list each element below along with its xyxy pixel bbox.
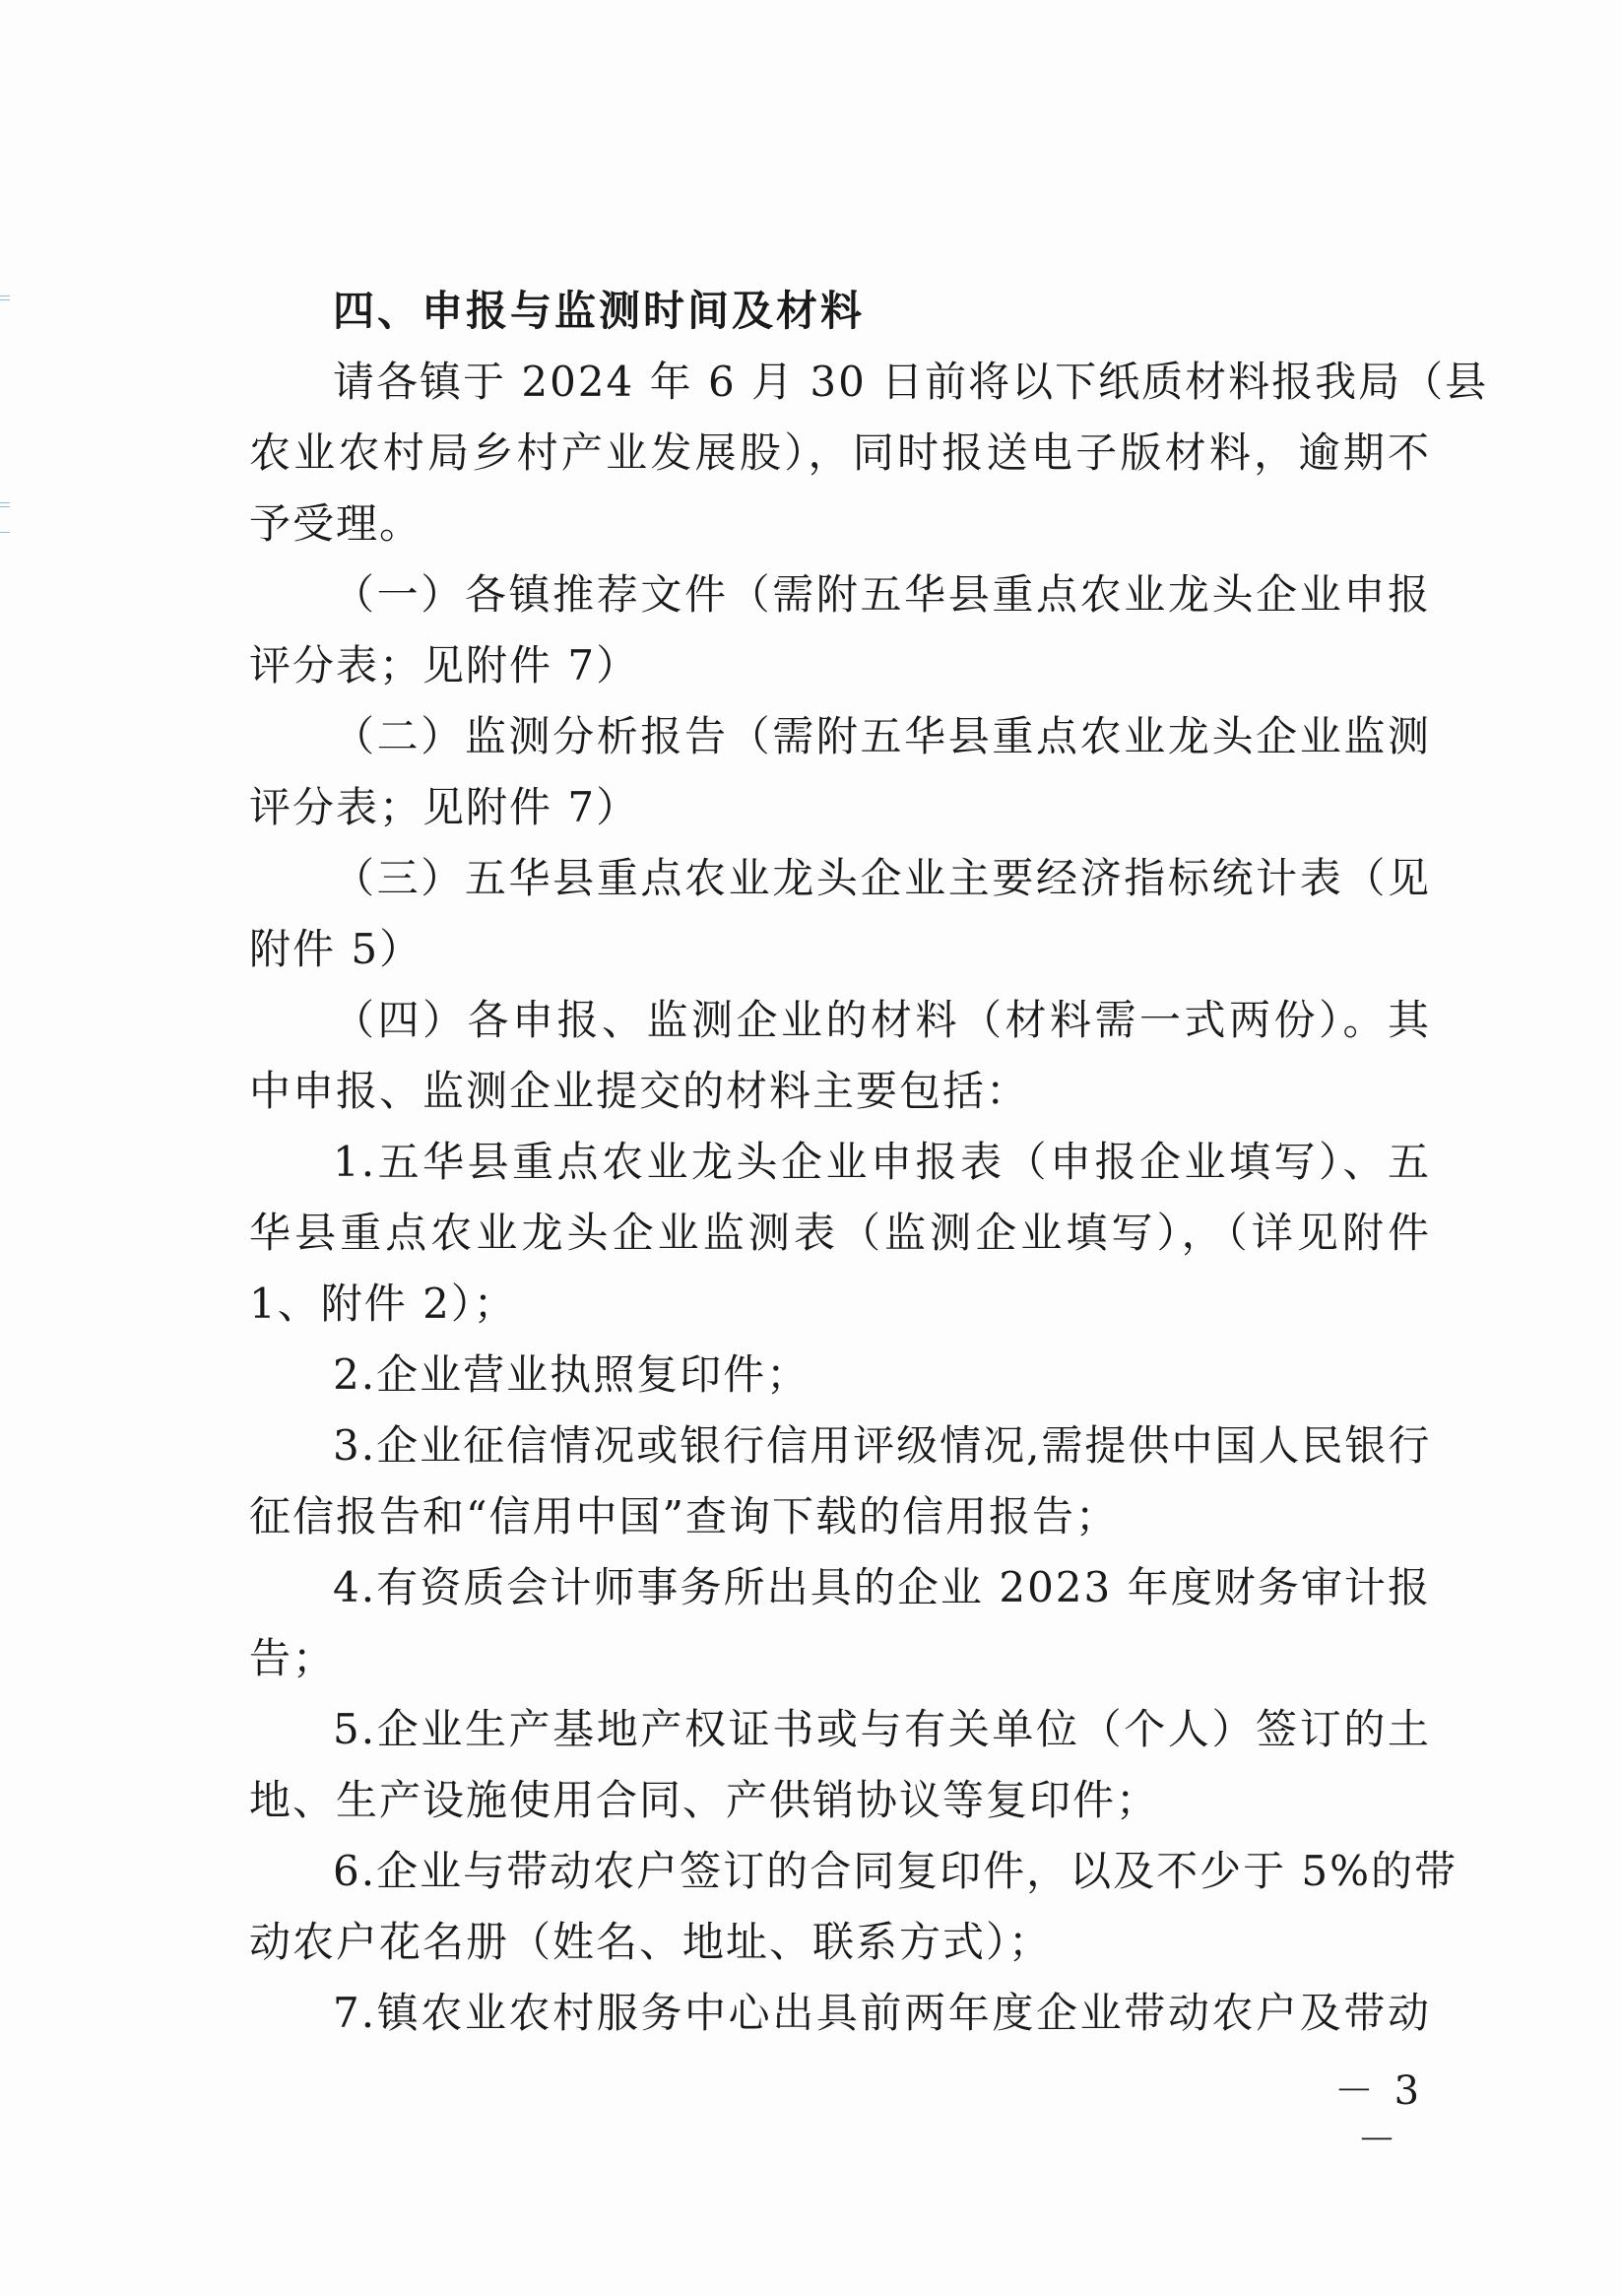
- paragraph-line: 华县重点农业龙头企业监测表（监测企业填写），（详见附件: [249, 1209, 1431, 1257]
- paragraph-line: （二）监测分析报告（需附五华县重点农业龙头企业监测: [333, 712, 1431, 760]
- paragraph-line: 中申报、监测企业提交的材料主要包括：: [249, 1067, 1030, 1115]
- paragraph-line: 2.企业营业执照复印件；: [333, 1350, 810, 1399]
- scan-edge-mark: [0, 299, 10, 300]
- paragraph-line: 请各镇于 2024 年 6 月 30 日前将以下纸质材料报我局（县: [333, 358, 1489, 406]
- section-heading: 四、申报与监测时间及材料: [333, 287, 866, 335]
- page-number: － 3 －: [1333, 2068, 1424, 2163]
- paragraph-line: （一）各镇推荐文件（需附五华县重点农业龙头企业申报: [333, 570, 1431, 619]
- paragraph-line: 征信报告和“信用中国”查询下载的信用报告；: [249, 1492, 1119, 1541]
- paragraph-line: 5.企业生产基地产权证书或与有关单位（个人）签订的土: [333, 1705, 1431, 1753]
- paragraph-line: 6.企业与带动农户签订的合同复印件，以及不少于 5%的带: [333, 1847, 1459, 1895]
- paragraph-line: （三）五华县重点农业龙头企业主要经济指标统计表（见: [333, 854, 1431, 902]
- paragraph-line: （四）各申报、监测企业的材料（材料需一式两份）。其: [333, 996, 1431, 1044]
- paragraph-line: 1、附件 2）；: [249, 1279, 517, 1328]
- paragraph-line: 评分表；见附件 7）: [249, 641, 640, 689]
- paragraph-line: 告；: [249, 1634, 337, 1682]
- paragraph-line: 评分表；见附件 7）: [249, 783, 640, 831]
- paragraph-line: 地、生产设施使用合同、产供销协议等复印件；: [249, 1776, 1160, 1824]
- paragraph-line: 3.企业征信情况或银行信用评级情况,需提供中国人民银行: [333, 1421, 1432, 1470]
- paragraph-line: 4.有资质会计师事务所出具的企业 2023 年度财务审计报: [333, 1563, 1431, 1611]
- scan-edge-mark: [0, 295, 10, 296]
- scan-edge-mark: [0, 532, 10, 533]
- scan-edge-mark: [0, 502, 10, 503]
- paragraph-line: 附件 5）: [249, 925, 423, 973]
- paragraph-line: 农业农村局乡村产业发展股），同时报送电子版材料，逾期不: [249, 428, 1431, 477]
- paragraph-line: 7.镇农业农村服务中心出具前两年度企业带动农户及带动: [333, 1989, 1431, 2037]
- paragraph-line: 动农户花名册（姓名、地址、联系方式）；: [249, 1918, 1053, 1966]
- paragraph-line: 1.五华县重点农业龙头企业申报表（申报企业填写）、五: [333, 1138, 1431, 1186]
- scan-edge-mark: [0, 506, 10, 507]
- paragraph-line: 予受理。: [249, 499, 423, 548]
